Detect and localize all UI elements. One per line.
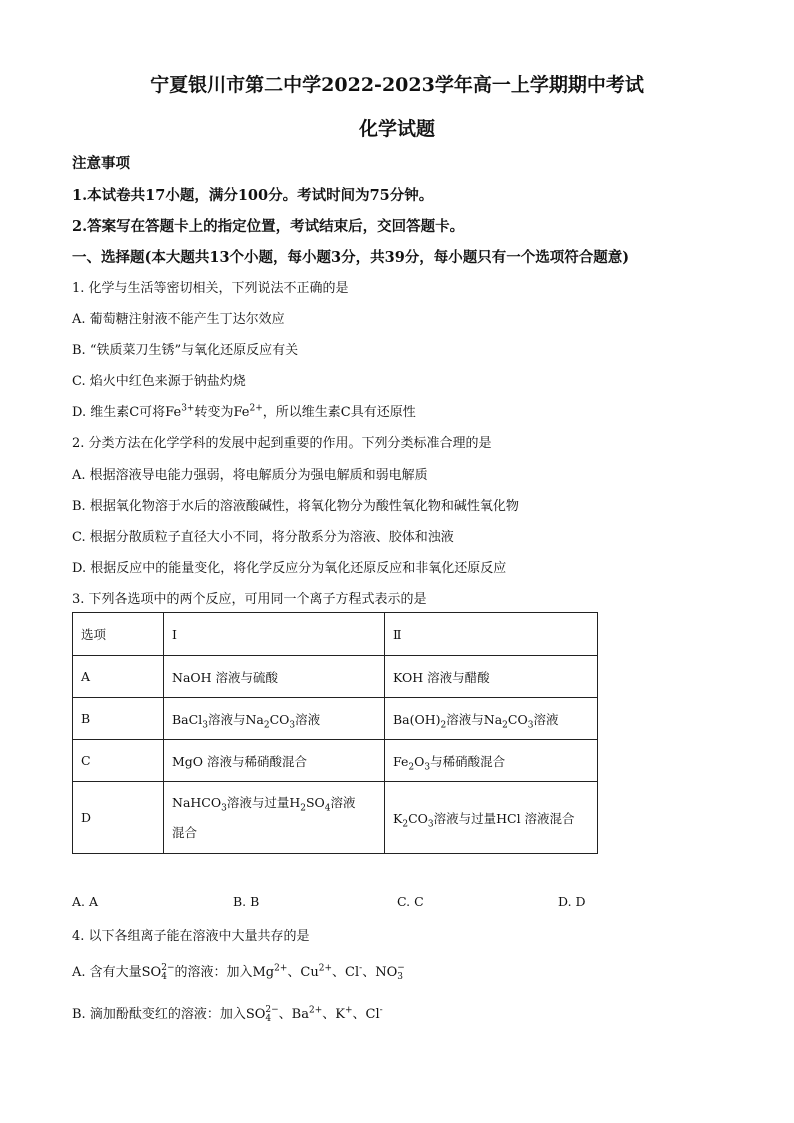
option-c: C. 根据分散质粒子直径大小不同，将分散系分为溶液、胶体和浊液 (72, 530, 454, 545)
option-a: A. 根据溶液导电能力强弱，将电解质分为强电解质和弱电解质 (72, 468, 428, 483)
table-cell: NaOH 溶液与硫酸 (164, 656, 385, 698)
option-a: A. 葡萄糖注射液不能产生丁达尔效应 (72, 312, 285, 327)
table-cell: NaHCO$_3$溶液与过量$H_2SO_4$溶液 混合 (164, 782, 385, 854)
table-cell: $Ba(OH)_2$溶液与$Na_2CO_3$溶液 (385, 698, 598, 740)
option-a: A. 含有大量SO2− 4 的溶液：加入$Mg^{2+}$、$Cu^{2+}$、Cl-、NO− 3 (72, 962, 405, 982)
table-header-cell: 选项 (73, 613, 164, 656)
table-header-cell: Ⅰ (164, 613, 385, 656)
table-cell: D (73, 782, 164, 854)
table-header-cell: Ⅱ (385, 613, 598, 656)
option-c: C. 焰火中红色来源于钠盐灼烧 (72, 374, 246, 389)
note-item: 2.答案写在答题卡上的指定位置，考试结束后，交回答题卡。 (72, 218, 465, 235)
table-cell: MgO 溶液与稀硝酸混合 (164, 740, 385, 782)
table-cell: KOH 溶液与醋酸 (385, 656, 598, 698)
options-table (72, 612, 598, 854)
question-stem: 4. 以下各组离子能在溶液中大量共存的是 (72, 929, 310, 944)
question-stem: 2. 分类方法在化学学科的发展中起到重要的作用。下列分类标准合理的是 (72, 436, 492, 451)
option-b: B. 根据氧化物溶于水后的溶液酸碱性，将氧化物分为酸性氧化物和碱性氧化物 (72, 499, 519, 514)
table-row (73, 656, 598, 698)
table-row (73, 782, 598, 854)
option-b: B. “铁质菜刀生锈”与氧化还原反应有关 (72, 343, 299, 358)
table-row (73, 698, 598, 740)
note-item: 1.本试卷共17小题，满分100分。考试时间为75分钟。 (72, 187, 434, 204)
option-b: B. 滴加酚酞变红的溶液：加入SO2− 4 、$Ba^{2+}$、K+、Cl- (72, 1004, 383, 1024)
table-cell: B (73, 698, 164, 740)
choice-b: B. B (233, 894, 260, 909)
table-header-row (73, 613, 598, 656)
choice-d: D. D (558, 894, 586, 909)
table-cell: A (73, 656, 164, 698)
table-cell: $Fe_2O_3$与稀硝酸混合 (385, 740, 598, 782)
option-d: D. 维生素C可将$Fe^{3+}$转变为$Fe^{2+}$，所以维生素C具有还原性 (72, 403, 416, 420)
table-cell: $K_2CO_3$溶液与过量HCl 溶液混合 (385, 782, 598, 854)
table-cell: BaCl$_3$溶液与$Na_2CO_3$溶液 (164, 698, 385, 740)
exam-subtitle: 化学试题 (358, 118, 435, 140)
choice-a: A. A (72, 894, 99, 909)
option-d: D. 根据反应中的能量变化，将化学反应分为氧化还原反应和非氧化还原反应 (72, 561, 507, 576)
table-row (73, 740, 598, 782)
question-stem: 1. 化学与生活等密切相关，下列说法不正确的是 (72, 281, 349, 296)
question-stem: 3. 下列各选项中的两个反应，可用同一个离子方程式表示的是 (72, 592, 427, 607)
table-cell: C (73, 740, 164, 782)
exam-title: 宁夏银川市第二中学2022-2023学年高一上学期期中考试 (150, 74, 644, 96)
section-heading: 一、选择题(本大题共13个小题，每小题3分，共39分，每小题只有一个选项符合题意) (72, 249, 630, 266)
choice-c: C. C (397, 894, 424, 909)
notes-heading: 注意事项 (72, 155, 130, 172)
